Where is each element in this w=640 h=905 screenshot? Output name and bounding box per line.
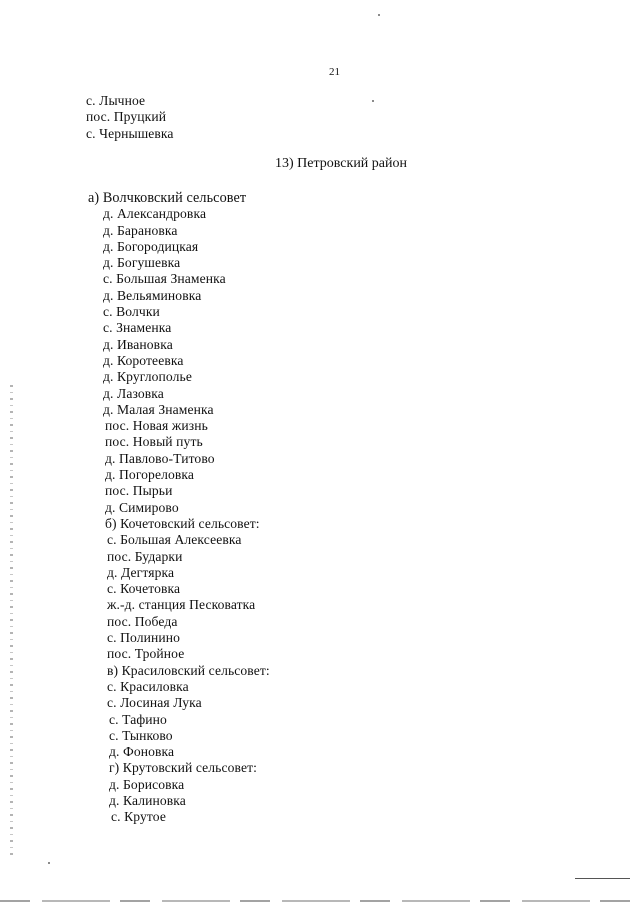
list-item: д. Борисовка [109, 776, 185, 792]
list-item: д. Богородицкая [103, 238, 199, 254]
list-item: д. Барановка [103, 222, 178, 238]
council-heading: в) Красиловский сельсовет: [107, 662, 270, 678]
list-item: д. Лазовка [103, 385, 164, 401]
list-item: д. Александровка [103, 206, 207, 222]
list-item: д. Богушевка [103, 255, 181, 271]
list-item: д. Малая Знаменка [103, 401, 214, 417]
scan-mark [575, 878, 630, 879]
list-item: д. Погореловка [105, 467, 195, 483]
list-item: пос. Победа [107, 613, 178, 629]
list-item: пос. Пруцкий [86, 109, 167, 125]
list-item: д. Павлово-Титово [105, 450, 215, 466]
list-item: с. Большая Алексеевка [107, 532, 242, 548]
list-item: пос. Бударки [107, 548, 183, 564]
list-item: д. Фоновка [109, 744, 175, 760]
district-heading: 13) Петровский район [275, 156, 408, 171]
list-item: пос. Новая жизнь [105, 418, 208, 434]
top-settlement-list [86, 93, 174, 142]
list-item: с. Лычное [86, 93, 146, 108]
council-heading: г) Крутовский сельсовет: [109, 760, 258, 776]
list-item: с. Полинино [107, 630, 181, 646]
list-item: д. Вельяминовка [103, 287, 202, 303]
list-item: д. Коротеевка [103, 352, 184, 368]
council-heading: б) Кочетовский сельсовет: [105, 515, 260, 531]
scan-speck [378, 14, 380, 16]
list-item: пос. Пырьи [105, 483, 173, 499]
scan-bottom-artifact [0, 900, 640, 902]
list-item: ж.-д. станция Песковатка [107, 597, 256, 613]
scan-edge-artifact [10, 385, 13, 855]
list-item: с. Кочетовка [107, 581, 181, 597]
scan-speck [48, 862, 50, 864]
list-item: с. Волчки [103, 304, 160, 320]
settlement-list [88, 190, 270, 826]
list-item: д. Дегтярка [107, 564, 175, 580]
list-item: д. Круглополье [103, 369, 192, 385]
list-item: с. Тафино [109, 711, 167, 727]
list-item: пос. Тройное [107, 646, 185, 662]
list-item: с. Тынково [109, 727, 173, 743]
list-item: с. Красиловка [107, 678, 189, 694]
list-item: с. Знаменка [103, 320, 172, 336]
council-heading: а) Волчковский сельсовет [88, 190, 247, 206]
list-item: д. Калиновка [109, 792, 186, 808]
page-number: 21 [329, 66, 340, 78]
scan-speck [372, 100, 374, 102]
list-item: пос. Новый путь [105, 434, 203, 450]
list-item: с. Большая Знаменка [103, 271, 226, 287]
list-item: с. Чернышевка [86, 125, 174, 141]
list-item: д. Ивановка [103, 336, 173, 352]
list-item: с. Лосиная Лука [107, 695, 202, 711]
list-item: с. Крутое [111, 809, 166, 825]
list-item: д. Симирово [105, 499, 179, 515]
